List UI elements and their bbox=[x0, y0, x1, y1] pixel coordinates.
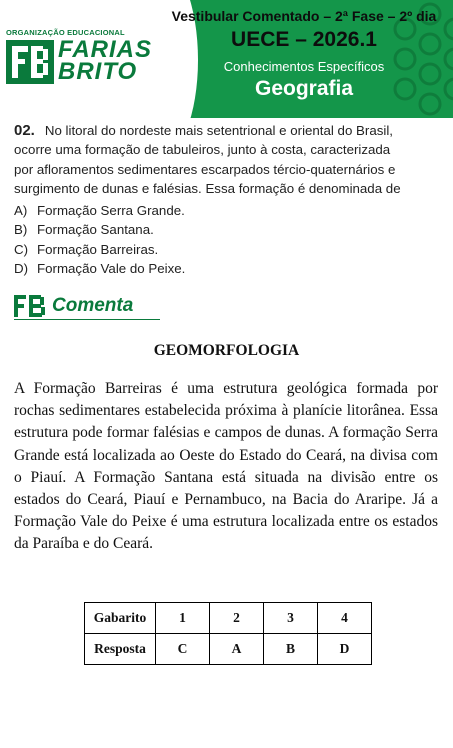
header-subject: Geografia bbox=[254, 77, 354, 100]
option-text: Formação Vale do Peixe. bbox=[37, 261, 186, 277]
question-line: 02. No litoral do nordeste mais setentrional e oriental do Brasil, bbox=[14, 122, 393, 139]
table-cell: 1 bbox=[156, 603, 210, 634]
option-text: Formação Serra Grande. bbox=[37, 203, 185, 218]
logo-word-farias: FARIAS bbox=[58, 36, 153, 63]
option-c bbox=[14, 240, 434, 259]
header-section: Conhecimentos Específicos bbox=[223, 59, 385, 74]
table-cell: C bbox=[156, 634, 210, 665]
comment-text: A Formação Barreiras é uma estrutura geológica formada por rochas sedimentares estabelecida próxima à planície litorânea. Essa estrutura pode formar falésias e campos de dunas. A formação Serra Grande está localizada ao Oeste do Estado do Ceará, na divisa com o Piauí. A Formação Santana está situada na divisão entre os estados do Ceará, Piauí e Pernambuco, na Bacia do Araripe. Já a Formação Vale do Peixe é uma estrutura localizada entre os estados da Paraíba e do Ceará. bbox=[14, 380, 438, 553]
logo-word-brito: BRITO bbox=[58, 58, 138, 85]
option-text: Formação Santana. bbox=[37, 222, 154, 238]
option-a bbox=[14, 201, 434, 220]
fb-logo-mark-icon bbox=[6, 40, 54, 84]
table-cell: 2 bbox=[210, 603, 264, 634]
option-d bbox=[14, 259, 434, 278]
table-cell: A bbox=[210, 634, 264, 665]
table-cell: B bbox=[264, 634, 318, 665]
answer-options bbox=[14, 201, 434, 279]
option-letter: D) bbox=[14, 261, 29, 277]
gabarito-label: Gabarito bbox=[85, 603, 156, 634]
header-exam-code: UECE – 2026.1 bbox=[231, 28, 377, 51]
question-line: surgimento de dunas e falésias. Essa formação é denominada de bbox=[14, 180, 401, 196]
option-letter: A) bbox=[14, 203, 28, 218]
question-statement bbox=[14, 121, 444, 198]
header-exam-title: Vestibular Comentado – 2ª Fase – 2º dia bbox=[171, 8, 437, 24]
farias-brito-logo bbox=[6, 28, 153, 92]
table-cell: 4 bbox=[318, 603, 372, 634]
question-line: por afloramentos sedimentares escarpados tércio-quaternários e bbox=[14, 161, 396, 177]
header-titles bbox=[160, 0, 448, 118]
option-letter: C) bbox=[14, 241, 29, 257]
answer-key-table bbox=[84, 602, 372, 665]
option-b bbox=[14, 220, 434, 239]
resposta-label: Resposta bbox=[85, 634, 156, 665]
table-row bbox=[85, 603, 372, 634]
option-letter: B) bbox=[14, 222, 28, 238]
comment-topic: GEOMORFOLOGIA bbox=[153, 342, 300, 359]
question-number: 02. bbox=[14, 122, 35, 139]
option-text: Formação Barreiras. bbox=[37, 241, 159, 257]
comenta-banner bbox=[14, 294, 160, 320]
table-cell: D bbox=[318, 634, 372, 665]
fb-comenta-mark-icon bbox=[14, 295, 46, 317]
comenta-label: Comenta bbox=[52, 295, 134, 316]
question-line: ocorre uma formação de tabuleiros, junto à costa, caracterizada bbox=[14, 142, 391, 158]
table-cell: 3 bbox=[264, 603, 318, 634]
table-row bbox=[85, 634, 372, 665]
logo-org-text: ORGANIZAÇÃO EDUCACIONAL bbox=[6, 28, 125, 37]
